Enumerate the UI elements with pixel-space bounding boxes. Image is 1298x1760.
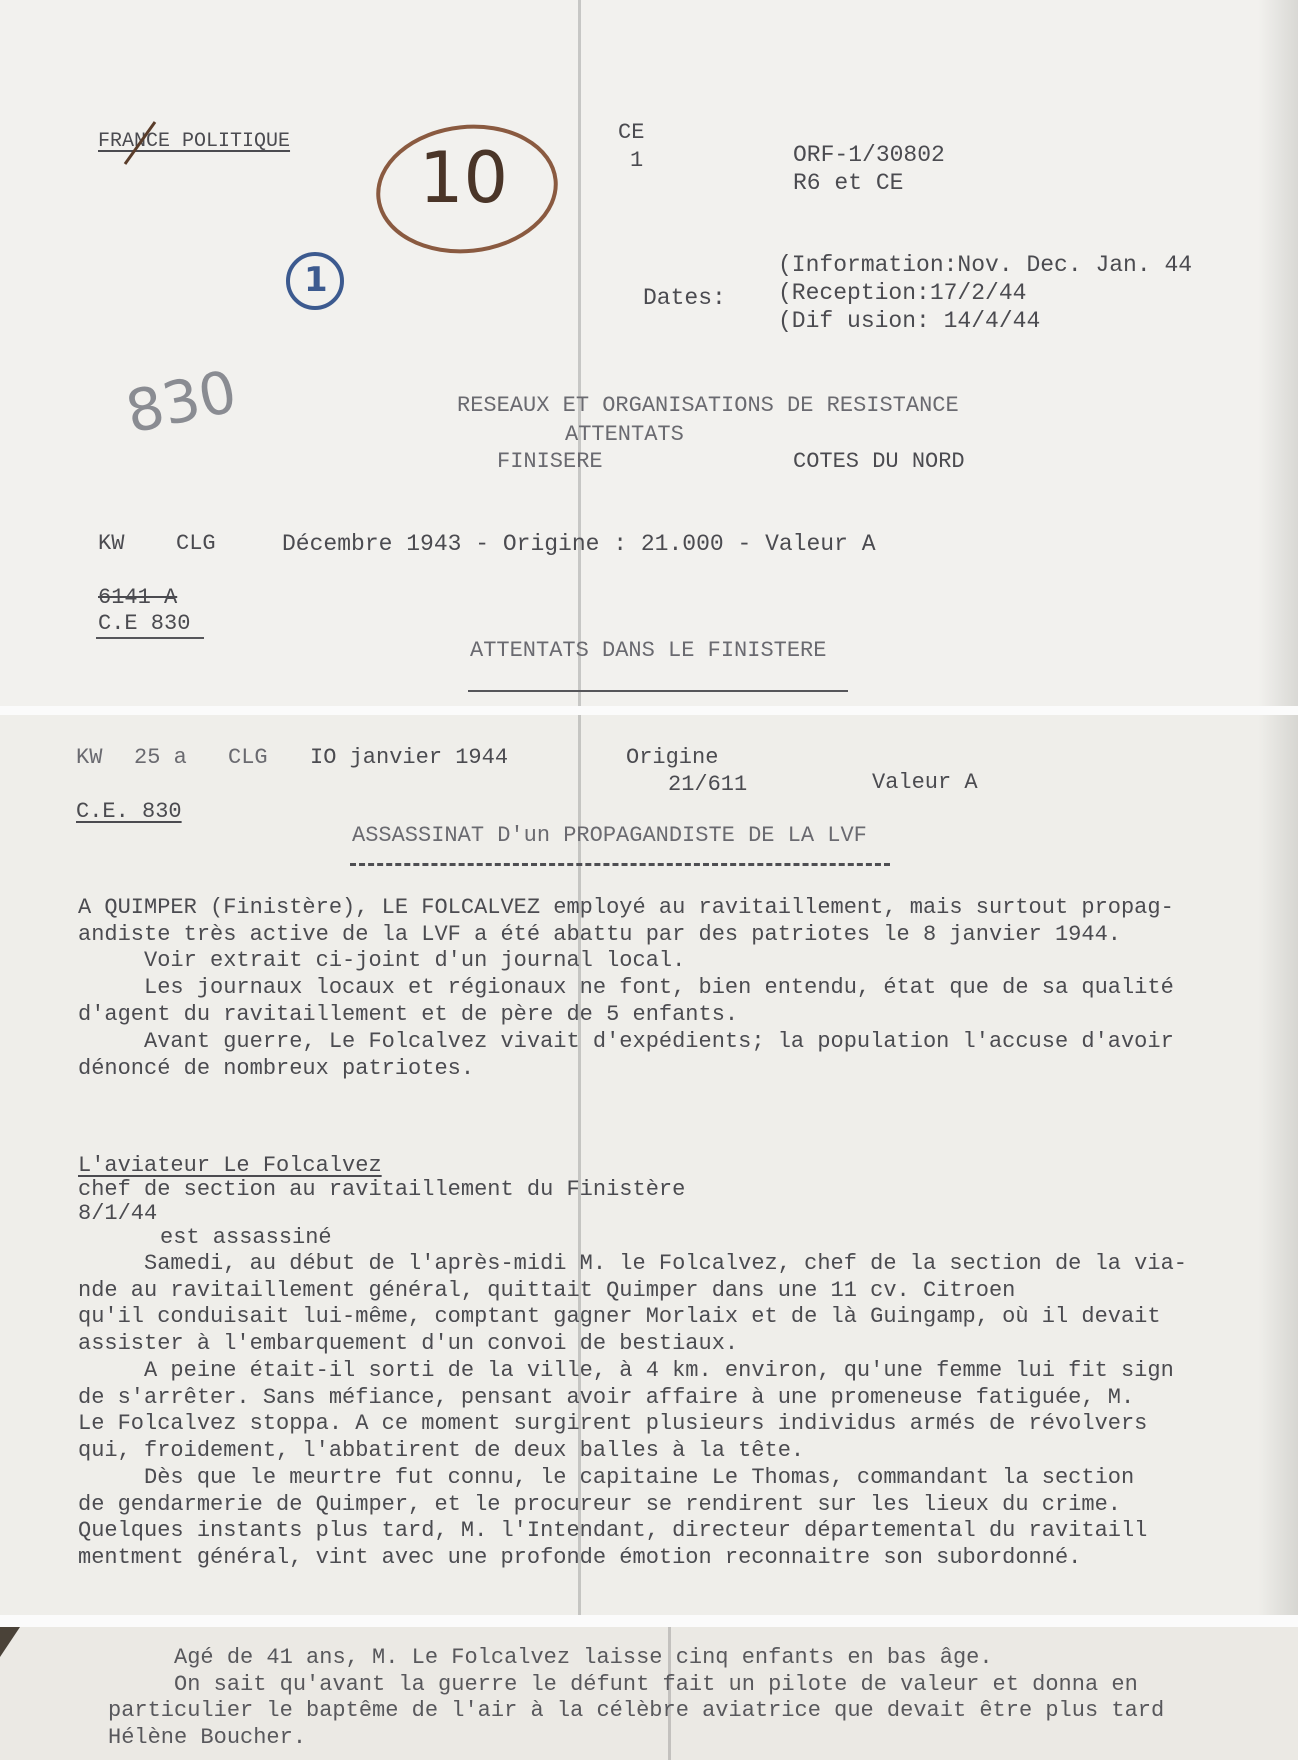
reference-code: ORF-1/30802 xyxy=(793,142,945,168)
title-dashed-rule xyxy=(350,863,890,866)
source-code: KW xyxy=(98,531,125,556)
header-france-politique: FRANCE POLITIQUE xyxy=(98,130,291,153)
date-reception: (Reception:17/2/44 xyxy=(778,280,1027,306)
clipping-date: 8/1/44 xyxy=(78,1201,158,1226)
date-information: (Information:Nov. Dec. Jan. 44 xyxy=(778,252,1193,278)
page-edge-shadow xyxy=(1258,0,1298,706)
torn-corner-mark xyxy=(0,1627,30,1667)
blue-circled-mark xyxy=(282,248,348,314)
origine-label: Origine xyxy=(626,745,719,770)
clipping-paragraph-2: A peine était-il sorti de la ville, à 4 km. environ, qu'une femme lui fit sign de s'arrêter. Sans méfiance, pensant avoir affaire à une promeneuse fatiguée, M. Le Folcalvez stoppa. A ce moment surgirent plusieurs individus armés de révolvers qui, froidement, l'abbatirent de deux balles à la tête. xyxy=(78,1358,1174,1463)
header-num: 25 a xyxy=(134,745,187,770)
document-sheet-3 xyxy=(0,1627,1298,1760)
clipping-headline: L'aviateur Le Folcalvez xyxy=(78,1153,382,1178)
region-left: FINISERE xyxy=(497,449,603,474)
clipping-paragraph-1: Samedi, au début de l'après-midi M. le Folcalvez, chef de la section de la via- nde au ravitaillement général, quittait Quimper dans une 11 cv. Citroen qu'il conduisait lui-même, comptant gagner Morlaix et de là Guingamp, où il devait assister à l'embarquement d'un convoi de bestiaux. xyxy=(78,1251,1187,1356)
article-title: ASSASSINAT D'un PROPAGANDISTE DE LA LVF xyxy=(352,823,867,848)
pencil-number: 830 xyxy=(120,356,243,447)
circled-number-stamp xyxy=(373,120,561,258)
clipping-subheadline: chef de section au ravitaillement du Finistère xyxy=(78,1177,686,1202)
ce-reference: C.E. 830 xyxy=(76,799,182,824)
reference-destination: R6 et CE xyxy=(793,170,904,196)
clipping-subheadline-2: est assassiné xyxy=(160,1225,332,1250)
document-sheet-1 xyxy=(0,0,1298,706)
ce-label: CE xyxy=(618,120,645,145)
document-sheet-2 xyxy=(0,715,1298,1615)
handwritten-slash-mark xyxy=(115,118,165,168)
ce-reference-underline xyxy=(96,637,204,639)
paragraph-2: Voir extrait ci-joint d'un journal local. xyxy=(78,948,686,973)
blue-mark-number: 1 xyxy=(304,260,328,300)
header-date: IO janvier 1944 xyxy=(310,745,509,770)
sheet-separator xyxy=(0,1615,1298,1627)
fold-line xyxy=(578,0,581,706)
paragraph-4: Avant guerre, Le Folcalvez vivait d'expédients; la population l'accuse d'avoir dénoncé de nombreux patriotes. xyxy=(78,1029,1174,1081)
ce-reference: C.E 830 xyxy=(98,611,191,636)
origine-value: 21/611 xyxy=(668,772,748,797)
header-org: CLG xyxy=(228,745,268,770)
dates-label: Dates: xyxy=(643,285,726,311)
section-title-rule xyxy=(468,690,848,692)
region-right: COTES DU NORD xyxy=(793,449,965,474)
ce-number: 1 xyxy=(630,148,644,173)
struck-reference: 6141 A xyxy=(98,585,178,610)
clipping-paragraph-4: Agé de 41 ans, M. Le Folcalvez laisse cinq enfants en bas âge. On sait qu'avant la guerre le défunt fait un pilote de valeur et donna en particulier le baptême de l'air à la célèbre aviatrice que devait être plus tard Hélène Boucher. xyxy=(108,1645,1165,1750)
section-title: ATTENTATS DANS LE FINISTERE xyxy=(470,638,827,663)
page-edge-shadow xyxy=(1258,715,1298,1615)
header-code: KW xyxy=(76,745,103,770)
clipping-paragraph-3: Dès que le meurtre fut connu, le capitaine Le Thomas, commandant la section de gendarmerie de Quimper, et le procureur se rendirent sur les lieux du crime. Quelques instants plus tard, M. l'Intendant, directeur départemental du ravitaill mentment général, vint avec une profonde émotion reconnaitre son subordonné. xyxy=(78,1465,1148,1570)
circled-number: 10 xyxy=(419,137,509,219)
paragraph-1: A QUIMPER (Finistère), LE FOLCALVEZ employé au ravitaillement, mais surtout propag- andiste très active de la LVF a été abattu par des patriotes le 8 janvier 1944. xyxy=(78,895,1174,947)
subject-line-1: RESEAUX ET ORGANISATIONS DE RESISTANCE xyxy=(457,393,959,418)
subject-line-2: ATTENTATS xyxy=(565,422,684,447)
sheet-separator xyxy=(0,706,1298,715)
paragraph-3: Les journaux locaux et régionaux ne font, bien entendu, état que de sa qualité d'agent du ravitaillement et de père de 5 enfants. xyxy=(78,975,1174,1027)
date-diffusion: (Dif usion: 14/4/44 xyxy=(778,308,1041,334)
source-org: CLG xyxy=(176,531,216,556)
source-line: Décembre 1943 - Origine : 21.000 - Valeur A xyxy=(282,531,876,557)
valeur: Valeur A xyxy=(872,770,978,795)
